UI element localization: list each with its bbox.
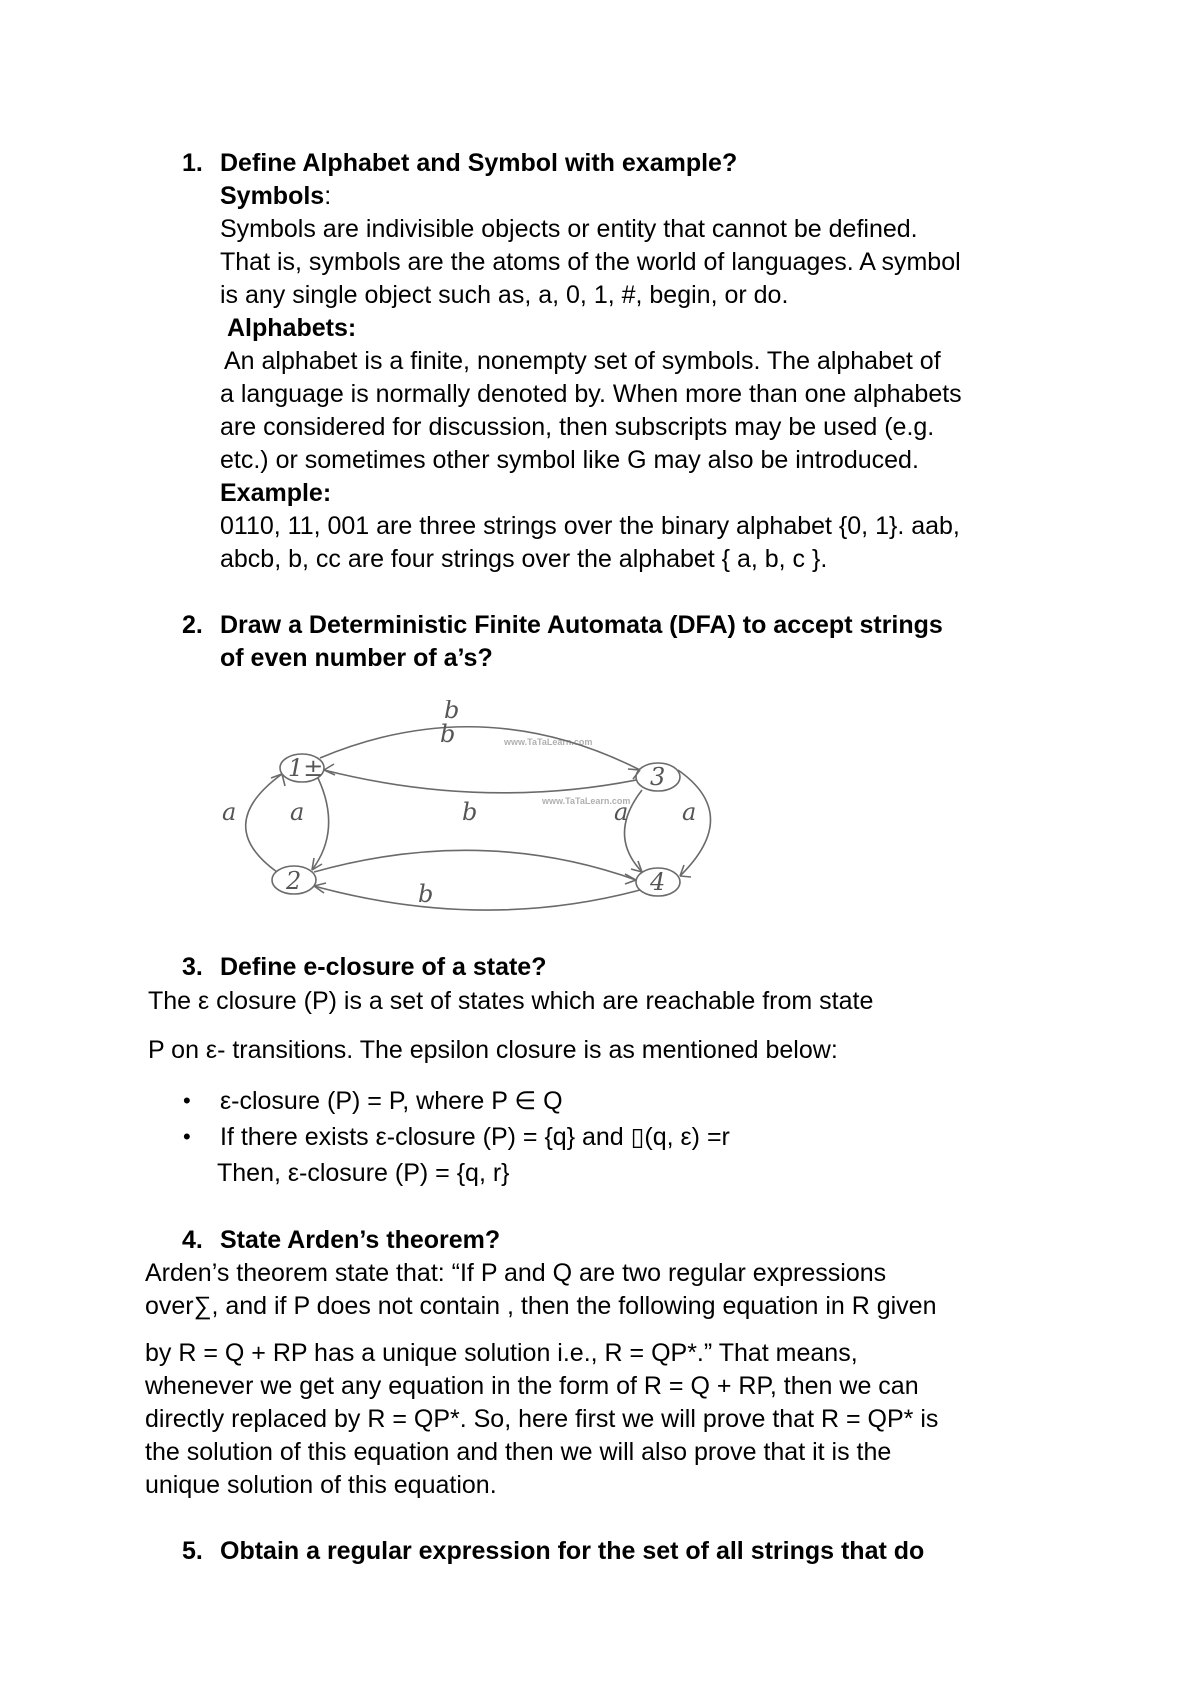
question-3-title: Define e-closure of a state? (220, 953, 547, 981)
label-b-inner-top: b (440, 720, 456, 748)
question-number-5: 5. (182, 1537, 203, 1565)
symbols-colon: : (324, 182, 332, 210)
example-text-line: 0110, 11, 001 are three strings over the binary alphabet {0, 1}. aab, (220, 512, 960, 540)
transition-1-to-2 (312, 778, 329, 870)
label-a-right-inner: a (614, 798, 629, 826)
q3-then-line: Then, ε-closure (P) = {q, r} (217, 1159, 510, 1187)
alphabets-text-line: a language is normally denoted by. When more than one alphabets (220, 380, 962, 408)
example-text-line: abcb, b, cc are four strings over the alphabet { a, b, c }. (220, 545, 828, 573)
label-a-left-outer: a (222, 798, 237, 826)
question-1-title: Define Alphabet and Symbol with example? (220, 149, 738, 177)
question-number-1: 1. (182, 149, 203, 177)
state-label-4: 4 (650, 868, 666, 896)
bullet-symbol: • (183, 1124, 191, 1149)
question-number-3: 3. (182, 953, 203, 981)
label-a-left-inner: a (290, 798, 305, 826)
transition-3-to-1 (324, 770, 636, 793)
watermark-text: www.TaTaLearn.com (504, 737, 593, 747)
question-number-2: 2. (182, 611, 203, 639)
symbols-text-line: is any single object such as, a, 0, 1, #, begin, or do. (220, 281, 789, 309)
transition-2-to-4 (314, 850, 636, 880)
alphabets-text-line: etc.) or sometimes other symbol like G may also be introduced. (220, 446, 919, 474)
q3-text-line: The ε closure (P) is a set of states which are reachable from state (148, 987, 874, 1015)
question-2-title-line: Draw a Deterministic Finite Automata (DFA) to accept strings (220, 611, 943, 639)
q4-text-line: over∑, and if P does not contain , then the following equation in R given (145, 1292, 937, 1320)
state-label-3: 3 (650, 763, 666, 791)
q4-text-line: unique solution of this equation. (145, 1471, 497, 1499)
label-b-top: b (444, 700, 460, 724)
transition-4-to-2 (314, 886, 640, 910)
example-heading: Example: (220, 479, 332, 507)
q4-text-line: by R = Q + RP has a unique solution i.e., R = QP*.” That means, (145, 1339, 858, 1367)
q3-text-line: P on ε- transitions. The epsilon closure is as mentioned below: (148, 1036, 838, 1064)
bullet-symbol: • (183, 1088, 191, 1113)
question-number-4: 4. (182, 1226, 203, 1254)
state-label-2: 2 (286, 867, 302, 895)
alphabets-heading: Alphabets: (227, 314, 357, 342)
label-b-bottom: b (418, 880, 434, 908)
q4-text-line: Arden’s theorem state that: “If P and Q are two regular expressions (145, 1259, 887, 1287)
label-a-right-outer: a (682, 798, 697, 826)
q3-bullet-item: If there exists ε-closure (P) = {q} and ▯(q, ε) =r (220, 1123, 730, 1151)
q4-text-line: the solution of this equation and then we will also prove that it is the (145, 1438, 892, 1466)
question-4-title: State Arden’s theorem? (220, 1226, 501, 1254)
transition-2-to-1 (246, 774, 282, 872)
symbols-text-line: Symbols are indivisible objects or entity that cannot be defined. (220, 215, 918, 243)
state-label-1: 1± (288, 754, 324, 782)
q4-text-line: whenever we get any equation in the form of R = Q + RP, then we can (145, 1372, 919, 1400)
alphabets-text-line: are considered for discussion, then subscripts may be used (e.g. (220, 413, 935, 441)
arrowhead (628, 769, 640, 779)
symbols-heading: Symbols (220, 182, 325, 210)
question-2-title-line: of even number of a’s? (220, 644, 493, 672)
watermark-text: www.TaTaLearn.com (542, 796, 631, 806)
dfa-diagram (222, 700, 752, 920)
transition-1-to-3 (320, 727, 640, 770)
label-b-inner-bottom: b (462, 798, 478, 826)
q3-bullet-item: ε-closure (P) = P, where P ∈ Q (220, 1087, 563, 1115)
question-5-title: Obtain a regular expression for the set of all strings that do (220, 1537, 925, 1565)
arrowhead (324, 764, 335, 775)
symbols-text-line: That is, symbols are the atoms of the world of languages. A symbol (220, 248, 961, 276)
q4-text-line: directly replaced by R = QP*. So, here first we will prove that R = QP* is (145, 1405, 939, 1433)
alphabets-text-line: An alphabet is a finite, nonempty set of symbols. The alphabet of (224, 347, 941, 375)
arrowhead (625, 874, 636, 884)
symbols-heading-row (220, 181, 331, 211)
